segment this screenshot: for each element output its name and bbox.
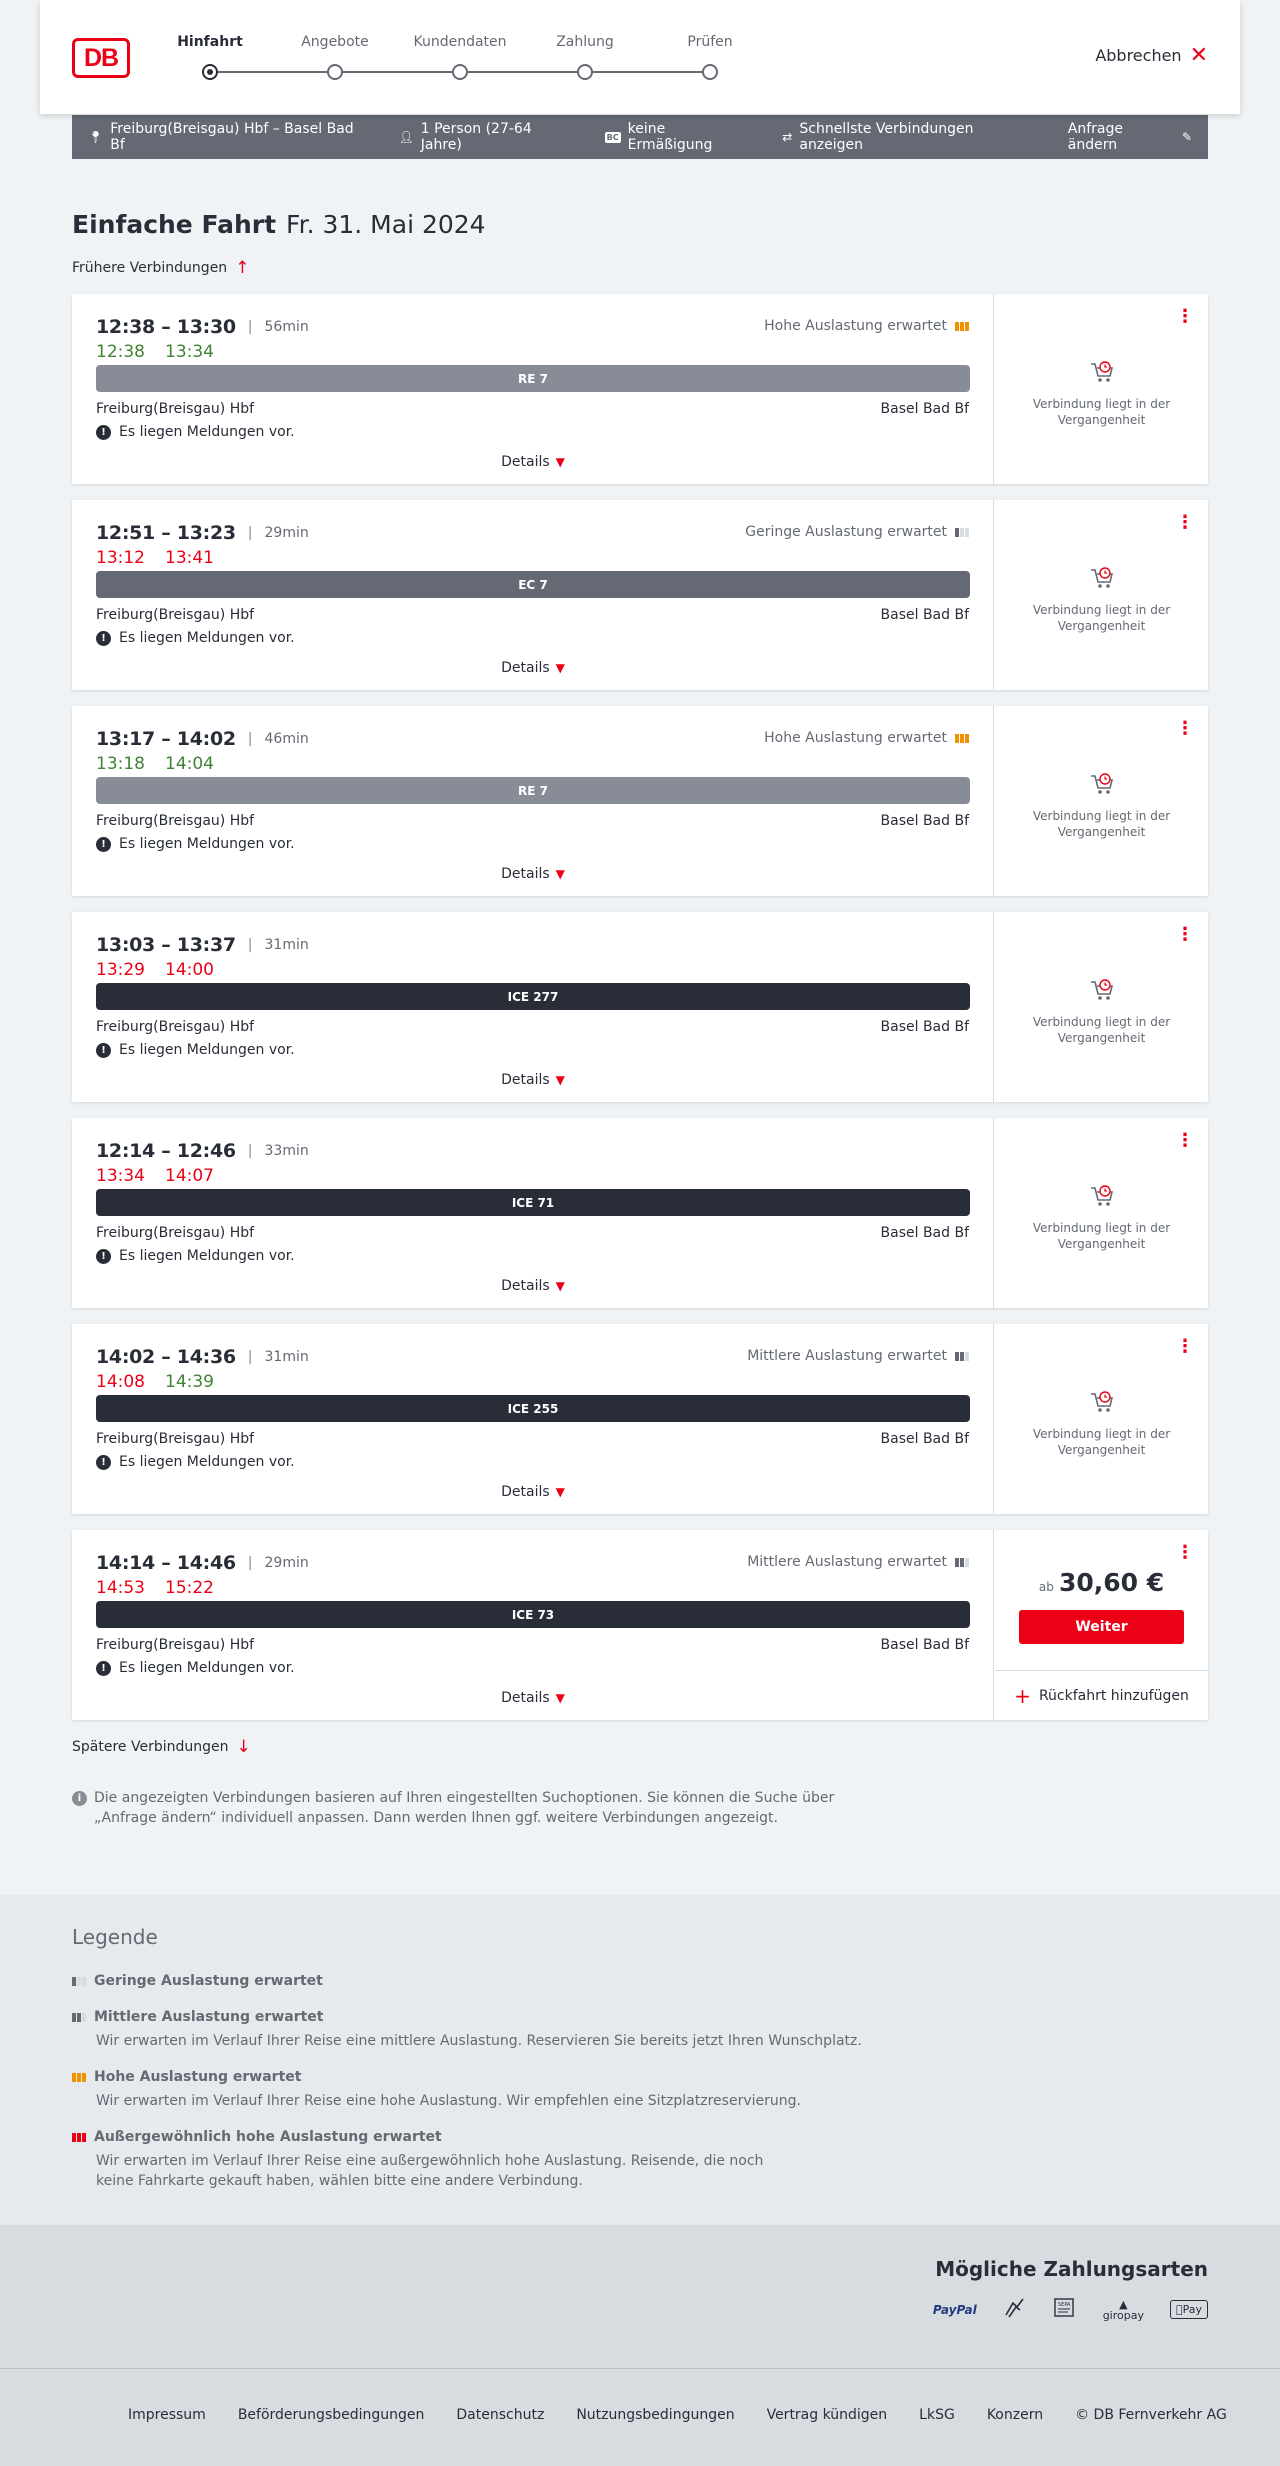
- details-label: Details: [501, 1072, 550, 1088]
- extreme-load-icon: [72, 2133, 86, 2142]
- departure-station: Freiburg(Breisgau) Hbf: [96, 1431, 255, 1447]
- warning-icon: !: [96, 837, 111, 852]
- warning-icon: !: [96, 1249, 111, 1264]
- notice: [96, 1660, 295, 1676]
- connection-card[interactable]: [72, 294, 1208, 484]
- legend-item-high: [72, 2069, 872, 2111]
- footer-link-kuendigen[interactable]: Vertrag kündigen: [766, 2407, 888, 2423]
- more-options-icon[interactable]: ⋮: [1176, 306, 1194, 327]
- realtime-arrival: 13:34: [165, 342, 214, 362]
- duration: 29min: [264, 1555, 309, 1571]
- medium-load-icon: [72, 2013, 86, 2022]
- earlier-label: Frühere Verbindungen: [72, 260, 228, 276]
- sepa-label: SEPA: [1057, 2302, 1071, 2308]
- divider: |: [247, 525, 253, 541]
- departure-station: Freiburg(Breisgau) Hbf: [96, 1225, 255, 1241]
- step-pruefen[interactable]: [650, 34, 770, 80]
- connection-card[interactable]: [72, 1530, 1208, 1720]
- cart-clock-icon: [995, 1388, 1208, 1416]
- db-logo[interactable]: DB: [72, 38, 130, 78]
- connection-card[interactable]: [72, 500, 1208, 690]
- realtime-arrival: 14:39: [165, 1372, 214, 1392]
- notice: [96, 1248, 295, 1264]
- train-bar: EC 7: [96, 571, 970, 598]
- warning-icon: !: [96, 1043, 111, 1058]
- location-pin-icon: 📍︎: [88, 130, 104, 144]
- planned-times: [96, 316, 309, 338]
- plus-icon: +: [1014, 1683, 1031, 1708]
- chevron-down-icon: ▼: [555, 867, 565, 881]
- departure-station: Freiburg(Breisgau) Hbf: [96, 1019, 255, 1035]
- details-label: Details: [501, 454, 550, 470]
- past-connection-note: [995, 976, 1208, 1046]
- planned-time-range: 13:03 – 13:37: [96, 934, 236, 956]
- summary-discount: [605, 121, 753, 153]
- arrival-station: Basel Bad Bf: [880, 1225, 969, 1241]
- train-bar: ICE 277: [96, 983, 970, 1010]
- step-zahlung[interactable]: [525, 34, 645, 80]
- payment-methods: [933, 2297, 1208, 2322]
- chevron-down-icon: ▼: [555, 1279, 565, 1293]
- realtime-departure: 13:34: [96, 1166, 145, 1186]
- price-prefix: ab: [1038, 1580, 1054, 1594]
- connection-main: [72, 500, 994, 690]
- planned-times: [96, 1140, 309, 1162]
- notice: [96, 836, 295, 852]
- connection-card[interactable]: [72, 1324, 1208, 1514]
- step-label: Zahlung: [556, 34, 614, 50]
- load-icon: [955, 734, 969, 743]
- footer-link-lksg[interactable]: LkSG: [919, 2407, 955, 2423]
- cancel-label: Abbrechen: [1095, 46, 1182, 65]
- divider: |: [247, 731, 253, 747]
- more-options-icon[interactable]: ⋮: [1176, 924, 1194, 945]
- past-text: Verbindung liegt in der Vergangenheit: [1032, 1427, 1171, 1457]
- realtime-departure: 12:38: [96, 342, 145, 362]
- details-label: Details: [501, 660, 550, 676]
- more-options-icon[interactable]: ⋮: [1176, 1336, 1194, 1357]
- load-indicator: [747, 1348, 969, 1364]
- step-dot: [327, 64, 343, 80]
- past-connection-note: [995, 358, 1208, 428]
- past-text: Verbindung liegt in der Vergangenheit: [1032, 397, 1171, 427]
- payment-section: [0, 2225, 1280, 2368]
- divider: |: [247, 937, 253, 953]
- load-indicator: [745, 524, 969, 540]
- search-summary-bar: [72, 115, 1208, 159]
- step-dot: [702, 64, 718, 80]
- step-dot: [452, 64, 468, 80]
- notice-text: Es liegen Meldungen vor.: [119, 1454, 295, 1470]
- step-label: Prüfen: [687, 34, 733, 50]
- train-bar: ICE 71: [96, 1189, 970, 1216]
- realtime-departure: 14:53: [96, 1578, 145, 1598]
- realtime-times: [96, 960, 214, 980]
- connection-offer: [995, 500, 1208, 690]
- warning-icon: !: [96, 1455, 111, 1470]
- realtime-departure: 14:08: [96, 1372, 145, 1392]
- footer-link-datenschutz[interactable]: Datenschutz: [456, 2407, 545, 2423]
- chevron-down-icon: ▼: [555, 455, 565, 469]
- page-title: [72, 210, 486, 239]
- person-icon: 👤︎: [398, 130, 414, 144]
- step-angebote[interactable]: [275, 34, 395, 80]
- more-options-icon[interactable]: ⋮: [1176, 1130, 1194, 1151]
- duration: 56min: [264, 319, 309, 335]
- legend-item-title: Geringe Auslastung erwartet: [94, 1973, 323, 1989]
- arrival-station: Basel Bad Bf: [880, 607, 969, 623]
- connection-main: [72, 1324, 994, 1514]
- step-label: Kundendaten: [413, 34, 507, 50]
- cart-clock-icon: [995, 1182, 1208, 1210]
- planned-time-range: 12:38 – 13:30: [96, 316, 236, 338]
- arrival-station: Basel Bad Bf: [880, 1431, 969, 1447]
- load-indicator: [764, 318, 969, 334]
- info-icon: i: [72, 1791, 87, 1806]
- duration: 46min: [264, 731, 309, 747]
- legend-item-title: Mittlere Auslastung erwartet: [94, 2009, 324, 2025]
- connection-offer: [995, 1118, 1208, 1308]
- return-trip-label: Rückfahrt hinzufügen: [1038, 1687, 1189, 1704]
- past-text: Verbindung liegt in der Vergangenheit: [1032, 1015, 1171, 1045]
- apple-pay-label: Pay: [1182, 2303, 1202, 2316]
- realtime-arrival: 13:41: [165, 548, 214, 568]
- train-bar: ICE 255: [96, 1395, 970, 1422]
- add-return-trip-button[interactable]: [995, 1670, 1208, 1720]
- cart-clock-icon: [995, 564, 1208, 592]
- details-toggle[interactable]: [72, 866, 994, 882]
- departure-station: Freiburg(Breisgau) Hbf: [96, 813, 255, 829]
- details-toggle[interactable]: [72, 1072, 994, 1088]
- more-options-icon[interactable]: ⋮: [1176, 512, 1194, 533]
- payment-title: Mögliche Zahlungsarten: [935, 2257, 1208, 2281]
- later-connections-link[interactable]: [72, 1737, 251, 1757]
- change-label: Anfrage ändern: [1067, 121, 1123, 153]
- giropay-label: giropay: [1102, 2308, 1144, 2322]
- details-label: Details: [501, 1484, 550, 1500]
- footer-copyright: © DB Fernverkehr AG: [1075, 2407, 1227, 2423]
- step-hinfahrt[interactable]: [150, 34, 270, 80]
- connection-card[interactable]: [72, 912, 1208, 1102]
- close-icon: ✕: [1189, 42, 1208, 68]
- planned-times: [96, 522, 309, 544]
- realtime-times: [96, 1166, 214, 1186]
- earlier-connections-link[interactable]: [72, 258, 249, 278]
- legend-item-desc: Wir erwarten im Verlauf Ihrer Reise eine mittlere Auslastung. Reservieren Sie bereits jetzt Ihren Wunschplatz.: [96, 2033, 862, 2049]
- connection-main: [72, 912, 994, 1102]
- divider: |: [247, 1349, 253, 1365]
- load-text: Mittlere Auslastung erwartet: [747, 1348, 947, 1364]
- footer-link-impressum[interactable]: Impressum: [128, 2407, 206, 2423]
- step-dot: [202, 64, 218, 80]
- summary-persons: [399, 121, 575, 153]
- realtime-times: [96, 1372, 214, 1392]
- notice-text: Es liegen Meldungen vor.: [119, 630, 295, 646]
- past-text: Verbindung liegt in der Vergangenheit: [1032, 809, 1171, 839]
- connection-main: [72, 706, 994, 896]
- chevron-down-icon: ▼: [555, 1073, 565, 1087]
- past-connection-note: [995, 564, 1208, 634]
- legend-item-extreme: [72, 2129, 872, 2191]
- train-bar: RE 7: [96, 365, 970, 392]
- connection-offer: [995, 706, 1208, 896]
- past-connection-note: [995, 1182, 1208, 1252]
- details-toggle[interactable]: [72, 1278, 994, 1294]
- realtime-times: [96, 1578, 214, 1598]
- footer-links: [128, 2407, 1227, 2423]
- connection-main: [72, 1530, 994, 1720]
- connection-main: [72, 294, 994, 484]
- swap-arrows-icon: ⇄: [782, 130, 793, 144]
- chevron-down-icon: ▼: [555, 661, 565, 675]
- past-connection-note: [995, 770, 1208, 840]
- duration: 31min: [264, 1349, 309, 1365]
- notice-text: Es liegen Meldungen vor.: [119, 1660, 295, 1676]
- summary-route: [88, 121, 369, 153]
- duration: 29min: [264, 525, 309, 541]
- cart-clock-icon: [995, 770, 1208, 798]
- legend-item-medium: [72, 2009, 872, 2051]
- warning-icon: !: [96, 425, 111, 440]
- load-indicator: [764, 730, 969, 746]
- fastest-text: Schnellste Verbindungen anzeigen: [799, 121, 974, 153]
- train-bar: RE 7: [96, 777, 970, 804]
- high-load-icon: [72, 2073, 86, 2082]
- price-value: 30,60 €: [1058, 1568, 1165, 1597]
- connection-card[interactable]: [72, 706, 1208, 896]
- pencil-icon: ✎: [1181, 130, 1192, 144]
- chevron-down-icon: ▼: [555, 1691, 565, 1705]
- step-dot: [577, 64, 593, 80]
- arrival-station: Basel Bad Bf: [880, 401, 969, 417]
- legend-title: Legende: [72, 1925, 158, 1949]
- planned-time-range: 13:17 – 14:02: [96, 728, 236, 750]
- arrow-up-icon: ↑: [235, 258, 250, 278]
- later-label: Spätere Verbindungen: [72, 1739, 229, 1755]
- notice: [96, 630, 295, 646]
- continue-button[interactable]: Weiter: [1019, 1610, 1184, 1644]
- details-toggle[interactable]: [72, 660, 994, 676]
- past-text: Verbindung liegt in der Vergangenheit: [1032, 603, 1171, 633]
- planned-times: [96, 1346, 309, 1368]
- legend-item-low: [72, 1973, 872, 1989]
- trip-date: Fr. 31. Mai 2024: [286, 210, 486, 239]
- realtime-arrival: 15:22: [165, 1578, 214, 1598]
- notice-text: Es liegen Meldungen vor.: [119, 1248, 295, 1264]
- footer-link-konzern[interactable]: Konzern: [986, 2407, 1044, 2423]
- legend-section: [0, 1895, 1280, 2225]
- bahncard-icon: BC: [606, 132, 619, 142]
- load-icon: [955, 322, 969, 331]
- arrival-station: Basel Bad Bf: [880, 1019, 969, 1035]
- connection-card[interactable]: [72, 1118, 1208, 1308]
- chevron-down-icon: ▼: [555, 1485, 565, 1499]
- departure-station: Freiburg(Breisgau) Hbf: [96, 1637, 255, 1653]
- notice-text: Es liegen Meldungen vor.: [119, 1042, 295, 1058]
- realtime-times: [96, 342, 214, 362]
- details-label: Details: [501, 1278, 550, 1294]
- planned-times: [96, 1552, 309, 1574]
- connection-offer: [995, 294, 1208, 484]
- more-options-icon[interactable]: ⋮: [1176, 718, 1194, 739]
- cancel-button[interactable]: [1095, 42, 1208, 68]
- past-text: Verbindung liegt in der Vergangenheit: [1032, 1221, 1171, 1251]
- details-label: Details: [501, 866, 550, 882]
- realtime-times: [96, 754, 214, 774]
- realtime-departure: 13:18: [96, 754, 145, 774]
- departure-station: Freiburg(Breisgau) Hbf: [96, 607, 255, 623]
- planned-time-range: 14:02 – 14:36: [96, 1346, 236, 1368]
- warning-icon: !: [96, 631, 111, 646]
- planned-times: [96, 934, 309, 956]
- arrival-station: Basel Bad Bf: [880, 1637, 969, 1653]
- paypal-icon: PayPal: [932, 2302, 977, 2317]
- footer-link-befoerderung[interactable]: Beförderungsbedingungen: [237, 2407, 425, 2423]
- legend-item-desc: Wir erwarten im Verlauf Ihrer Reise eine hohe Auslastung. Wir empfehlen eine Sitzplatzreservierung.: [96, 2093, 801, 2109]
- realtime-times: [96, 548, 214, 568]
- departure-station: Freiburg(Breisgau) Hbf: [96, 401, 255, 417]
- low-load-icon: [72, 1977, 86, 1986]
- divider: |: [247, 1555, 253, 1571]
- train-bar: ICE 73: [96, 1601, 970, 1628]
- step-label: Hinfahrt: [177, 34, 243, 50]
- details-toggle[interactable]: [72, 1484, 994, 1500]
- load-icon: [955, 1558, 969, 1567]
- credit-card-icon: [1003, 2297, 1027, 2322]
- summary-fastest: [782, 121, 1037, 153]
- notice-text: Es liegen Meldungen vor.: [119, 836, 295, 852]
- realtime-arrival: 14:04: [165, 754, 214, 774]
- arrow-down-icon: ↓: [236, 1737, 251, 1757]
- cart-clock-icon: [995, 976, 1208, 1004]
- top-bar: [40, 0, 1240, 114]
- more-options-icon[interactable]: ⋮: [1176, 1542, 1194, 1563]
- warning-icon: !: [96, 1661, 111, 1676]
- price: [995, 1568, 1208, 1597]
- planned-times: [96, 728, 309, 750]
- load-icon: [955, 528, 969, 537]
- planned-time-range: 12:14 – 12:46: [96, 1140, 236, 1162]
- details-toggle[interactable]: [72, 454, 994, 470]
- persons-text: 1 Person (27-64 Jahre): [420, 121, 532, 153]
- sepa-icon: [1053, 2297, 1077, 2322]
- change-request-button[interactable]: [1068, 121, 1192, 153]
- cart-clock-icon: [995, 358, 1208, 386]
- legend-item-title: Außergewöhnlich hohe Auslastung erwartet: [94, 2129, 442, 2145]
- load-text: Mittlere Auslastung erwartet: [747, 1554, 947, 1570]
- realtime-arrival: 14:00: [165, 960, 214, 980]
- arrival-station: Basel Bad Bf: [880, 813, 969, 829]
- duration: 33min: [264, 1143, 309, 1159]
- load-text: Geringe Auslastung erwartet: [745, 524, 947, 540]
- connection-main: [72, 1118, 994, 1308]
- past-connection-note: [995, 1388, 1208, 1458]
- notice: [96, 424, 295, 440]
- connection-offer: [995, 912, 1208, 1102]
- info-note: [72, 1788, 852, 1828]
- realtime-departure: 13:12: [96, 548, 145, 568]
- notice-text: Es liegen Meldungen vor.: [119, 424, 295, 440]
- info-text: Die angezeigten Verbindungen basieren auf Ihren eingestellten Suchoptionen. Sie können die Suche über „Anfrage ändern“ individuell anpassen. Dann werden Ihnen ggf. weitere Verbindungen angezeigt.: [94, 1790, 835, 1826]
- trip-type: Einfache Fahrt: [72, 210, 277, 239]
- connection-offer: [995, 1530, 1208, 1720]
- load-text: Hohe Auslastung erwartet: [764, 318, 947, 334]
- planned-time-range: 14:14 – 14:46: [96, 1552, 236, 1574]
- details-label: Details: [501, 1690, 550, 1706]
- load-text: Hohe Auslastung erwartet: [764, 730, 947, 746]
- realtime-departure: 13:29: [96, 960, 145, 980]
- apple-pay-icon: [1170, 2300, 1208, 2319]
- step-kundendaten[interactable]: [400, 34, 520, 80]
- notice: [96, 1454, 295, 1470]
- legend-item-desc: Wir erwarten im Verlauf Ihrer Reise eine außergewöhnlich hohe Auslastung. Reisende, die noch keine Fahrkarte gekauft haben, wählen bitte eine andere Verbindung.: [96, 2153, 764, 2189]
- load-icon: [955, 1352, 969, 1361]
- step-label: Angebote: [301, 34, 369, 50]
- duration: 31min: [264, 937, 309, 953]
- progress-steps: [160, 34, 760, 84]
- planned-time-range: 12:51 – 13:23: [96, 522, 236, 544]
- legend-item-title: Hohe Auslastung erwartet: [94, 2069, 302, 2085]
- load-indicator: [747, 1554, 969, 1570]
- details-toggle[interactable]: [72, 1690, 994, 1706]
- divider: |: [247, 319, 253, 335]
- realtime-arrival: 14:07: [165, 1166, 214, 1186]
- divider: |: [247, 1143, 253, 1159]
- notice: [96, 1042, 295, 1058]
- footer-link-nutzung[interactable]: Nutzungsbedingungen: [576, 2407, 735, 2423]
- connection-offer: [995, 1324, 1208, 1514]
- footer: [0, 2368, 1280, 2466]
- route-text: Freiburg(Breisgau) Hbf – Basel Bad Bf: [110, 121, 354, 153]
- discount-text: keine Ermäßigung: [627, 121, 713, 153]
- giropay-icon: ▲ giropay: [1102, 2297, 1144, 2322]
